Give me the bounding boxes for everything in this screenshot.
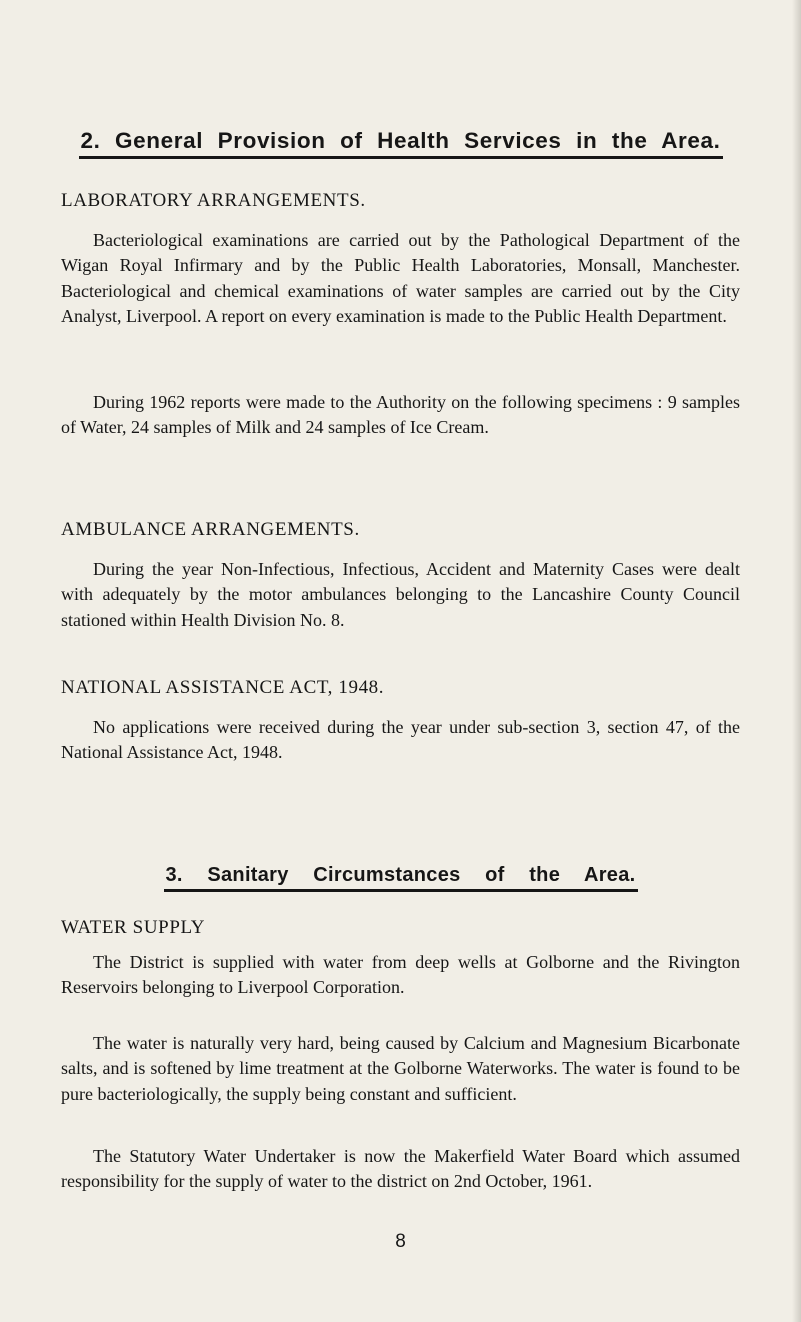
section-3-title: 3. Sanitary Circumstances of the Area. [0,864,801,892]
national-assistance-heading: NATIONAL ASSISTANCE ACT, 1948. [61,677,385,698]
water-supply-paragraph-3: The Statutory Water Undertaker is now the Makerfield Water Board which assumed responsibility for the supply of water to the district on 2nd October, 1961. [61,1146,740,1192]
water-supply-paragraph-1: The District is supplied with water from deep wells at Golborne and the Rivington Reservoirs belonging to Liverpool Corporation. [61,952,740,998]
ambulance-heading: AMBULANCE ARRANGEMENTS. [61,519,360,540]
ambulance-paragraph: During the year Non-Infectious, Infectious, Accident and Maternity Cases were dealt with adequately by the motor ambulances belonging to the Lancashire County Council stationed within Health Division No. 8. [61,559,740,630]
laboratory-paragraph-1: Bacteriological examinations are carried out by the Pathological Department of the Wigan Royal Infirmary and by the Public Health Laboratories, Monsall, Manchester. Bacteriological and chemical examinations of water samples are carried out by the City Analyst, Liverpool. A report on every examination is made to the Public Health Department. [61,230,740,326]
laboratory-paragraph-2: During 1962 reports were made to the Authority on the following specimens : 9 samples of Water, 24 samples of Milk and 24 samples of Ice Cream. [61,392,740,438]
laboratory-heading: LABORATORY ARRANGEMENTS. [61,190,366,211]
water-supply-heading: WATER SUPPLY [61,917,206,938]
national-assistance-paragraph: No applications were received during the year under sub-section 3, section 47, of the National Assistance Act, 1948. [61,717,740,763]
water-supply-paragraph-2: The water is naturally very hard, being caused by Calcium and Magnesium Bicarbonate salts, and is softened by lime treatment at the Golborne Waterworks. The water is found to be pure bacteriologically, the supply being constant and sufficient. [61,1033,740,1104]
section-2-title: 2. General Provision of Health Services in the Area. [0,128,801,159]
page-number: 8 [395,1231,406,1252]
page-edge-shadow [792,0,801,1322]
